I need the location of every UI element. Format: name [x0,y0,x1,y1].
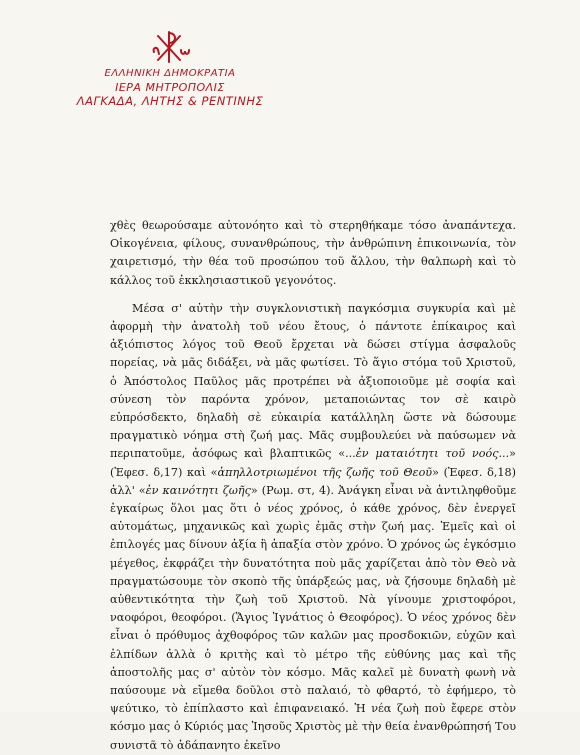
letterhead-line-1: ΕΛΛΗΝΙΚΗ ΔΗΜΟΚΡΑΤΙΑ [104,68,236,79]
scripture-quote-2: ἀπηλλοτριωμένοι τῆς ζωῆς τοῦ Θεοῦ [217,465,433,479]
paragraph-2-text-c: » (Ἐφεσ. δ,18) ἀλλ' « [110,465,516,497]
letterhead-line-3: ΛΑΓΚΑΔΑ, ΛΗΤΗΣ & ΡΕΝΤΙΝΗΣ [76,94,264,109]
paragraph-2-text-b: » (Ἐφεσ. δ,17) καὶ « [110,447,516,479]
chi-rho-emblem-icon [150,30,190,64]
paragraph-2-text-a: Μέσα σ' αὐτὴν τὴν συγκλονιστικὴ παγκόσμια συγκυρία καὶ μὲ ἀφορμὴ τὴν ἀνατολὴ τοῦ νέου ἔτους, ὁ πάντοτε ἐπίκαιρος καὶ ἀξιόπιστος λόγος τοῦ Θεοῦ ἔρχεται νὰ δώσει στίγμα ἀσφαλοῦς πορείας, νὰ μᾶς διδάξει, νὰ μᾶς φωτίσει. Τὸ ἅγιο στόμα τοῦ Χριστοῦ, ὁ Ἀπόστολος Παῦλος μᾶς προτρέπει νὰ ἀξιοποιοῦμε μὲ σοφία καὶ σύνεση τὸν παρόντα χρόνον, μεταποιώντας τον σὲ καιρὸ εὐπρόσδεκτο, δηλαδὴ σὲ εὐκαιρία κατάλληλη ὥστε νὰ δώσουμε πραγματικὸ νόημα στὴ ζωή μας. Μᾶς συμβουλεύει νὰ παύσωμεν νὰ περιπατοῦμε, ἀσόφως καὶ βλαπτικῶς « [110,301,516,461]
scripture-quote-1: ...ἐν ματαιότητι τοῦ νοός... [345,447,510,461]
paragraph-1: χθὲς θεωρούσαμε αὐτονόητο καὶ τὸ στερηθήκαμε τόσο ἀναπάντεχα. Οἰκογένεια, φίλους, συνανθρώπους, τὴν ἀνθρώπινη ἐπικοινωνία, τὸν χαιρετισμό, τὴν θέα τοῦ προσώπου τοῦ ἄλλου, τὴν θαλπωρὴ καὶ τὸ κάλλος τοῦ ἐκκλησιαστικοῦ γεγονότος. [110,219,516,287]
letter-body [110,217,516,755]
paragraph-2-text-d: » (Ρωμ. στ, 4). Ἀνάγκη εἶναι νὰ ἀντιληφθοῦμε ἐγκαίρως ὅλοι μας ὅτι ὁ νέος χρόνος, ὁ κάθε χρόνος, δὲν ἐνεργεῖ αὐτομάτως, μηχανικῶς καὶ χωρὶς ἐμᾶς στὴν ζωή μας. Ἐμεῖς καὶ οἱ ἐπιλογές μας δίνουν ἀξία ἢ ἀπαξία στὸν χρόνο. Ὁ χρόνος ὡς ἐγκόσμιο μέγεθος, ἐκφράζει τὴν δυνατότητα ποὺ μᾶς χαρίζεται ἀπὸ τὸν Θεὸ νὰ πραγματώσουμε τὸν σκοπὸ τῆς ὑπάρξεώς μας, νὰ ζήσουμε δηλαδὴ μὲ αὐθεντικότητα τὴν ζωὴ τοῦ Χριστοῦ. Νὰ γίνουμε χριστοφόροι, ναοφόροι, θεοφόροι. (Ἅγιος Ἰγνάτιος ὁ Θεοφόρος). Ὁ νέος χρόνος δὲν εἶναι ὁ πρόθυμος ἀχθοφόρος τῶν καλῶν μας προσδοκιῶν, εὐχῶν καὶ ἐλπίδων ἀλλὰ ὁ κριτὴς καὶ τὸ μέτρο τῆς εὐθύνης μας καὶ τῆς ἀποστολῆς μας σ' αὐτὸν τὸν κόσμο. Μᾶς καλεῖ μὲ δυνατὴ φωνὴ νὰ παύσουμε νὰ εἴμεθα δοῦλοι στὸ παλαιό, τὸ φθαρτό, τὸ ἐφήμερο, τὸ ψεύτικο, τὸ ἐπίπλαστο καὶ ἐπιφανειακό. Ἡ νέα ζωὴ ποὺ ἔφερε στὸν κόσμο μας ὁ Κύριός μας Ἰησοῦς Χριστὸς μὲ τὴν θεία ἐνανθρώπησή Του συνιστᾶ τὸ ἀδάπανητο ἐκεῖνο [110,483,516,752]
scripture-quote-3: ἐν καινότητι ζωῆς [145,483,251,497]
paragraph-2 [110,300,516,755]
letterhead-line-2: ΙΕΡΑ ΜΗΤΡΟΠΟΛΙΣ [115,80,225,94]
letterhead [50,30,290,109]
